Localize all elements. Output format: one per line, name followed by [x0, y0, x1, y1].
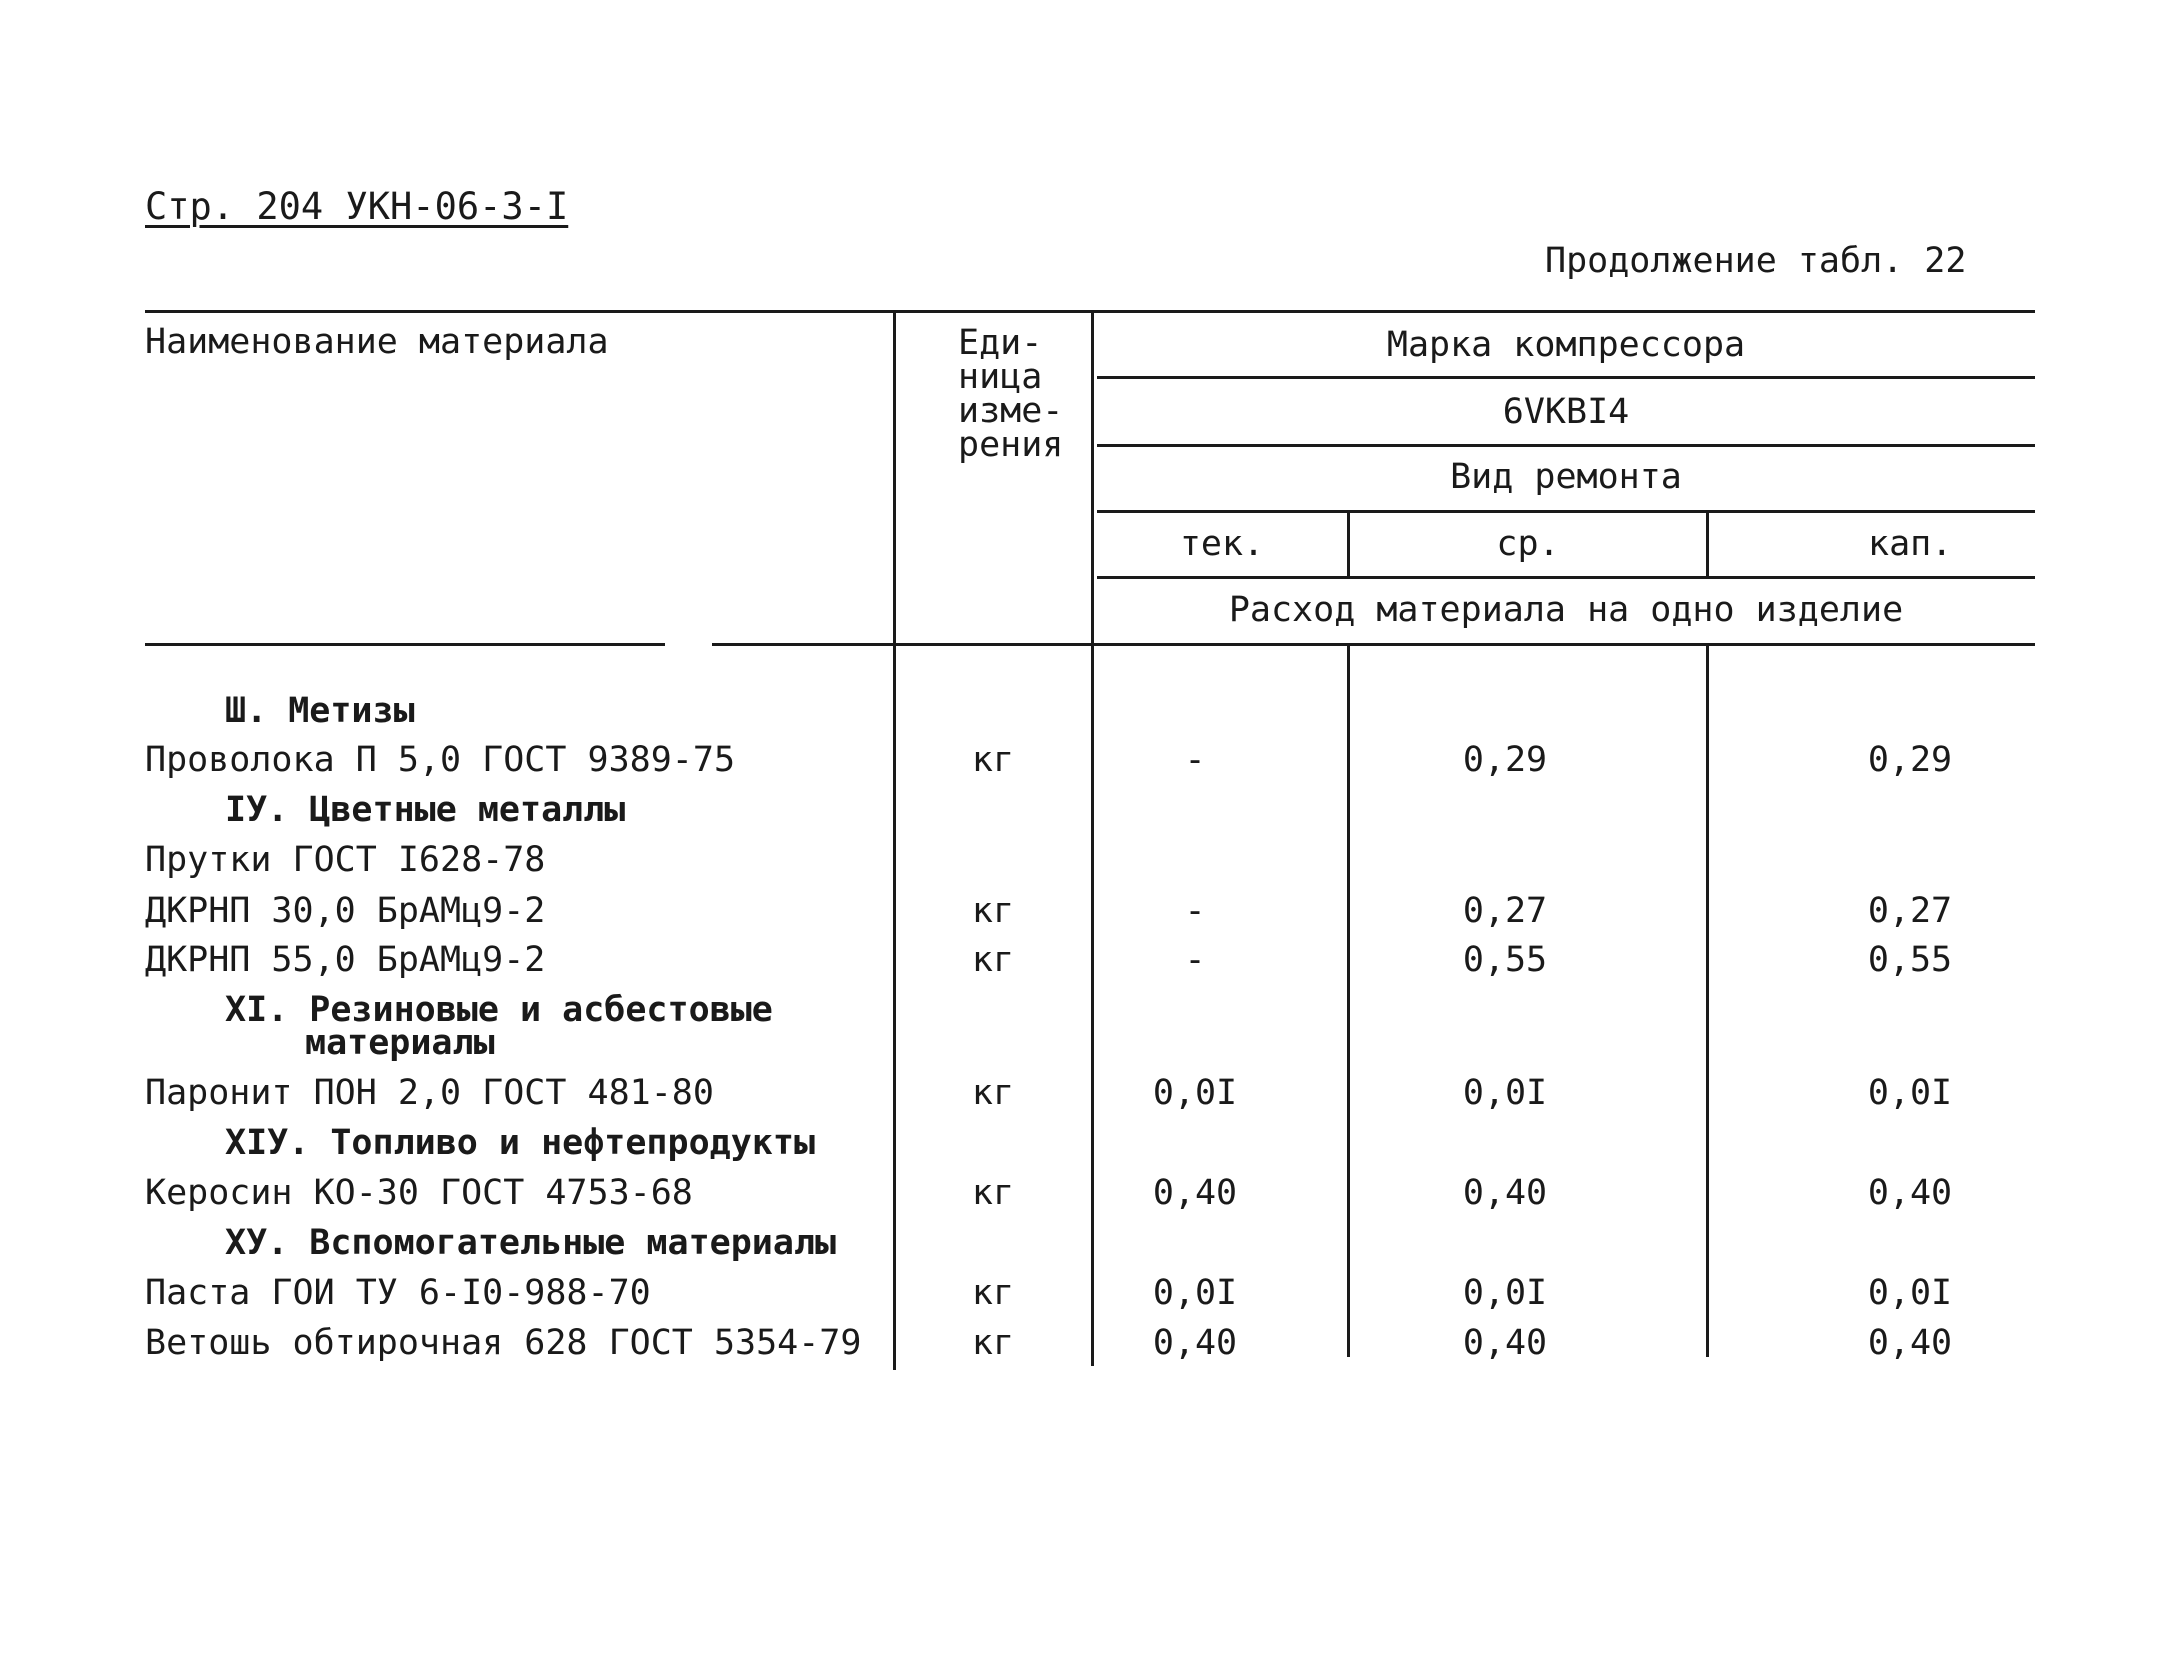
value-tek: 0,40	[1152, 1173, 1238, 1213]
page-reference: Стр. 204 УКН-06-3-I	[145, 185, 569, 228]
unit-cell: кг	[971, 940, 1015, 980]
material-name: Керосин КО-30 ГОСТ 4753-68	[145, 1173, 693, 1213]
value-tek: -	[1184, 891, 1206, 931]
col-divider-unit	[893, 312, 896, 1370]
material-name: Паронит ПОН 2,0 ГОСТ 481-80	[145, 1073, 714, 1113]
repair-col-kap: кап.	[1868, 524, 1953, 564]
table-top-rule	[145, 310, 2035, 313]
body-divider-tek-sr	[1347, 645, 1350, 1357]
value-kap: 0,40	[1867, 1323, 1953, 1363]
header-bottom-rule-right	[712, 643, 2035, 646]
section-heading: XI. Резиновые и асбестовые	[225, 990, 773, 1030]
col-divider-sr-kap	[1706, 512, 1709, 578]
header-bottom-rule-left	[145, 643, 665, 646]
consumption-header: Расход материала на одно изделие	[1228, 590, 1904, 630]
unit-cell: кг	[971, 891, 1015, 931]
table-continuation-label: Продолжение табл. 22	[1545, 241, 1967, 281]
value-kap: 0,55	[1867, 940, 1953, 980]
unit-cell: кг	[971, 740, 1015, 780]
column-header-material: Наименование материала	[145, 322, 609, 362]
material-name: Паста ГОИ ТУ 6-I0-988-70	[145, 1273, 651, 1313]
header-rule-2	[1097, 444, 2035, 447]
repair-col-tek: тек.	[1179, 524, 1265, 564]
section-heading: IУ. Цветные металлы	[225, 790, 626, 830]
section-heading: Ш. Метизы	[225, 691, 415, 731]
value-kap: 0,0I	[1867, 1273, 1953, 1313]
col-divider-values	[1091, 312, 1094, 1366]
unit-cell: кг	[971, 1173, 1015, 1213]
unit-cell: кг	[971, 1273, 1015, 1313]
value-tek: 0,0I	[1152, 1273, 1238, 1313]
column-header-unit	[958, 323, 1064, 465]
compressor-model: 6VKBI4	[1502, 392, 1630, 432]
value-kap: 0,29	[1867, 740, 1953, 780]
repair-col-sr: ср.	[1496, 524, 1560, 564]
section-heading: XIУ. Топливо и нефтепродукты	[225, 1123, 816, 1163]
compressor-brand-header: Марка компрессора	[1386, 325, 1746, 365]
value-sr: 0,29	[1462, 740, 1548, 780]
header-rule-4	[1097, 576, 2035, 579]
unit-header-line: рения	[958, 425, 1064, 465]
value-sr: 0,40	[1462, 1323, 1548, 1363]
material-name: Проволока П 5,0 ГОСТ 9389-75	[145, 740, 736, 780]
material-name: ДКРНП 55,0 БрАМц9-2	[145, 940, 546, 980]
value-kap: 0,0I	[1867, 1073, 1953, 1113]
value-tek: 0,40	[1152, 1323, 1238, 1363]
value-sr: 0,0I	[1462, 1073, 1548, 1113]
unit-header-line: ница	[958, 357, 1043, 397]
value-sr: 0,27	[1462, 891, 1548, 931]
material-name: ДКРНП 30,0 БрАМц9-2	[145, 891, 546, 931]
body-divider-sr-kap	[1706, 645, 1709, 1357]
value-sr: 0,0I	[1462, 1273, 1548, 1313]
value-tek: 0,0I	[1152, 1073, 1238, 1113]
unit-header-line: Еди-	[958, 323, 1043, 363]
material-name: Ветошь обтирочная 628 ГОСТ 5354-79	[145, 1323, 862, 1363]
value-sr: 0,55	[1462, 940, 1548, 980]
repair-type-header: Вид ремонта	[1450, 457, 1682, 497]
section-heading-continued: материалы	[305, 1023, 495, 1063]
value-tek: -	[1184, 740, 1206, 780]
unit-cell: кг	[971, 1073, 1015, 1113]
value-kap: 0,27	[1867, 891, 1953, 931]
unit-header-line: изме-	[958, 391, 1064, 431]
value-sr: 0,40	[1462, 1173, 1548, 1213]
header-rule-3	[1097, 510, 2035, 513]
section-heading: XУ. Вспомогательные материалы	[225, 1223, 837, 1263]
value-kap: 0,40	[1867, 1173, 1953, 1213]
value-tek: -	[1184, 940, 1206, 980]
header-rule-1	[1097, 376, 2035, 379]
material-name: Прутки ГОСТ I628-78	[145, 840, 546, 880]
unit-cell: кг	[971, 1323, 1015, 1363]
